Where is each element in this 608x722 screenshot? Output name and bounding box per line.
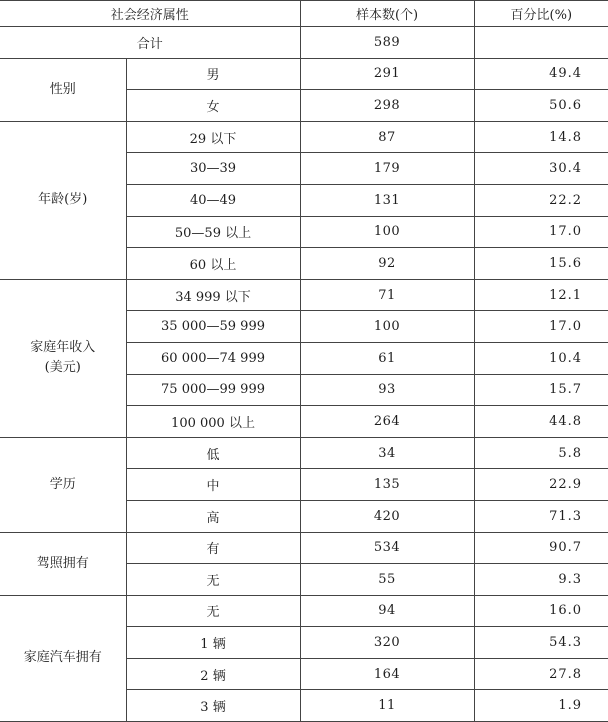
subcategory-label: 60 以上 bbox=[126, 248, 300, 280]
sample-count: 131 bbox=[300, 184, 474, 216]
subcategory-label: 低 bbox=[126, 437, 300, 469]
table-row bbox=[0, 437, 608, 469]
header-sample-count: 样本数(个) bbox=[300, 0, 474, 27]
sample-count: 94 bbox=[300, 595, 474, 627]
subcategory-label: 34 999 以下 bbox=[126, 279, 300, 311]
total-percent bbox=[474, 27, 608, 59]
total-label: 合计 bbox=[0, 27, 300, 59]
category-label-line2: (美元) bbox=[44, 360, 81, 376]
sample-count: 34 bbox=[300, 437, 474, 469]
subcategory-label: 50—59 以上 bbox=[126, 216, 300, 248]
percentage: 5.8 bbox=[474, 437, 608, 469]
subcategory-label: 60 000—74 999 bbox=[126, 342, 300, 374]
sample-count: 534 bbox=[300, 532, 474, 564]
sample-count: 298 bbox=[300, 90, 474, 122]
percentage: 14.8 bbox=[474, 121, 608, 153]
subcategory-label: 2 辆 bbox=[126, 658, 300, 690]
percentage: 22.2 bbox=[474, 184, 608, 216]
category-cell bbox=[0, 121, 126, 279]
category-cell bbox=[0, 595, 126, 721]
table-row bbox=[0, 279, 608, 311]
category-label: 驾照拥有 bbox=[36, 555, 89, 571]
subcategory-label: 有 bbox=[126, 532, 300, 564]
percentage: 15.7 bbox=[474, 374, 608, 406]
percentage: 9.3 bbox=[474, 564, 608, 596]
category-cell bbox=[0, 58, 126, 121]
subcategory-label: 40—49 bbox=[126, 184, 300, 216]
percentage: 12.1 bbox=[474, 279, 608, 311]
sample-count: 100 bbox=[300, 311, 474, 343]
category-label: 学历 bbox=[49, 476, 76, 492]
percentage: 71.3 bbox=[474, 500, 608, 532]
category-cell bbox=[0, 279, 126, 437]
sample-count: 291 bbox=[300, 58, 474, 90]
total-sample: 589 bbox=[300, 27, 474, 59]
sample-count: 100 bbox=[300, 216, 474, 248]
subcategory-label: 29 以下 bbox=[126, 121, 300, 153]
percentage: 1.9 bbox=[474, 690, 608, 722]
subcategory-label: 中 bbox=[126, 469, 300, 501]
table-row bbox=[0, 532, 608, 564]
percentage: 22.9 bbox=[474, 469, 608, 501]
sample-count: 320 bbox=[300, 627, 474, 659]
header-row bbox=[0, 0, 608, 27]
subcategory-label: 无 bbox=[126, 595, 300, 627]
subcategory-label: 男 bbox=[126, 58, 300, 90]
subcategory-label: 30—39 bbox=[126, 153, 300, 185]
table-row bbox=[0, 595, 608, 627]
percentage: 17.0 bbox=[474, 216, 608, 248]
percentage: 30.4 bbox=[474, 153, 608, 185]
table-body bbox=[0, 27, 608, 722]
percentage: 50.6 bbox=[474, 90, 608, 122]
subcategory-label: 100 000 以上 bbox=[126, 406, 300, 438]
sample-count: 179 bbox=[300, 153, 474, 185]
subcategory-label: 75 000—99 999 bbox=[126, 374, 300, 406]
sample-count: 71 bbox=[300, 279, 474, 311]
subcategory-label: 无 bbox=[126, 564, 300, 596]
percentage: 27.8 bbox=[474, 658, 608, 690]
sample-count: 164 bbox=[300, 658, 474, 690]
subcategory-label: 1 辆 bbox=[126, 627, 300, 659]
sample-count: 420 bbox=[300, 500, 474, 532]
subcategory-label: 高 bbox=[126, 500, 300, 532]
percentage: 49.4 bbox=[474, 58, 608, 90]
table-row bbox=[0, 121, 608, 153]
subcategory-label: 女 bbox=[126, 90, 300, 122]
category-label: 家庭年收入 bbox=[30, 340, 96, 356]
sample-count: 55 bbox=[300, 564, 474, 596]
percentage: 16.0 bbox=[474, 595, 608, 627]
subcategory-label: 35 000—59 999 bbox=[126, 311, 300, 343]
category-label: 家庭汽车拥有 bbox=[23, 650, 102, 666]
category-label: 年龄(岁) bbox=[38, 192, 88, 208]
sample-count: 93 bbox=[300, 374, 474, 406]
percentage: 10.4 bbox=[474, 342, 608, 374]
header-attribute: 社会经济属性 bbox=[0, 0, 300, 27]
category-cell bbox=[0, 532, 126, 595]
subcategory-label: 3 辆 bbox=[126, 690, 300, 722]
header-percentage: 百分比(%) bbox=[474, 0, 608, 27]
total-row bbox=[0, 27, 608, 59]
percentage: 17.0 bbox=[474, 311, 608, 343]
percentage: 44.8 bbox=[474, 406, 608, 438]
category-cell bbox=[0, 437, 126, 532]
sample-count: 264 bbox=[300, 406, 474, 438]
percentage: 54.3 bbox=[474, 627, 608, 659]
percentage: 15.6 bbox=[474, 248, 608, 280]
category-label: 性别 bbox=[49, 81, 76, 97]
sample-count: 92 bbox=[300, 248, 474, 280]
table-row bbox=[0, 58, 608, 90]
sample-count: 135 bbox=[300, 469, 474, 501]
sample-count: 61 bbox=[300, 342, 474, 374]
sample-count: 87 bbox=[300, 121, 474, 153]
percentage: 90.7 bbox=[474, 532, 608, 564]
sample-count: 11 bbox=[300, 690, 474, 722]
